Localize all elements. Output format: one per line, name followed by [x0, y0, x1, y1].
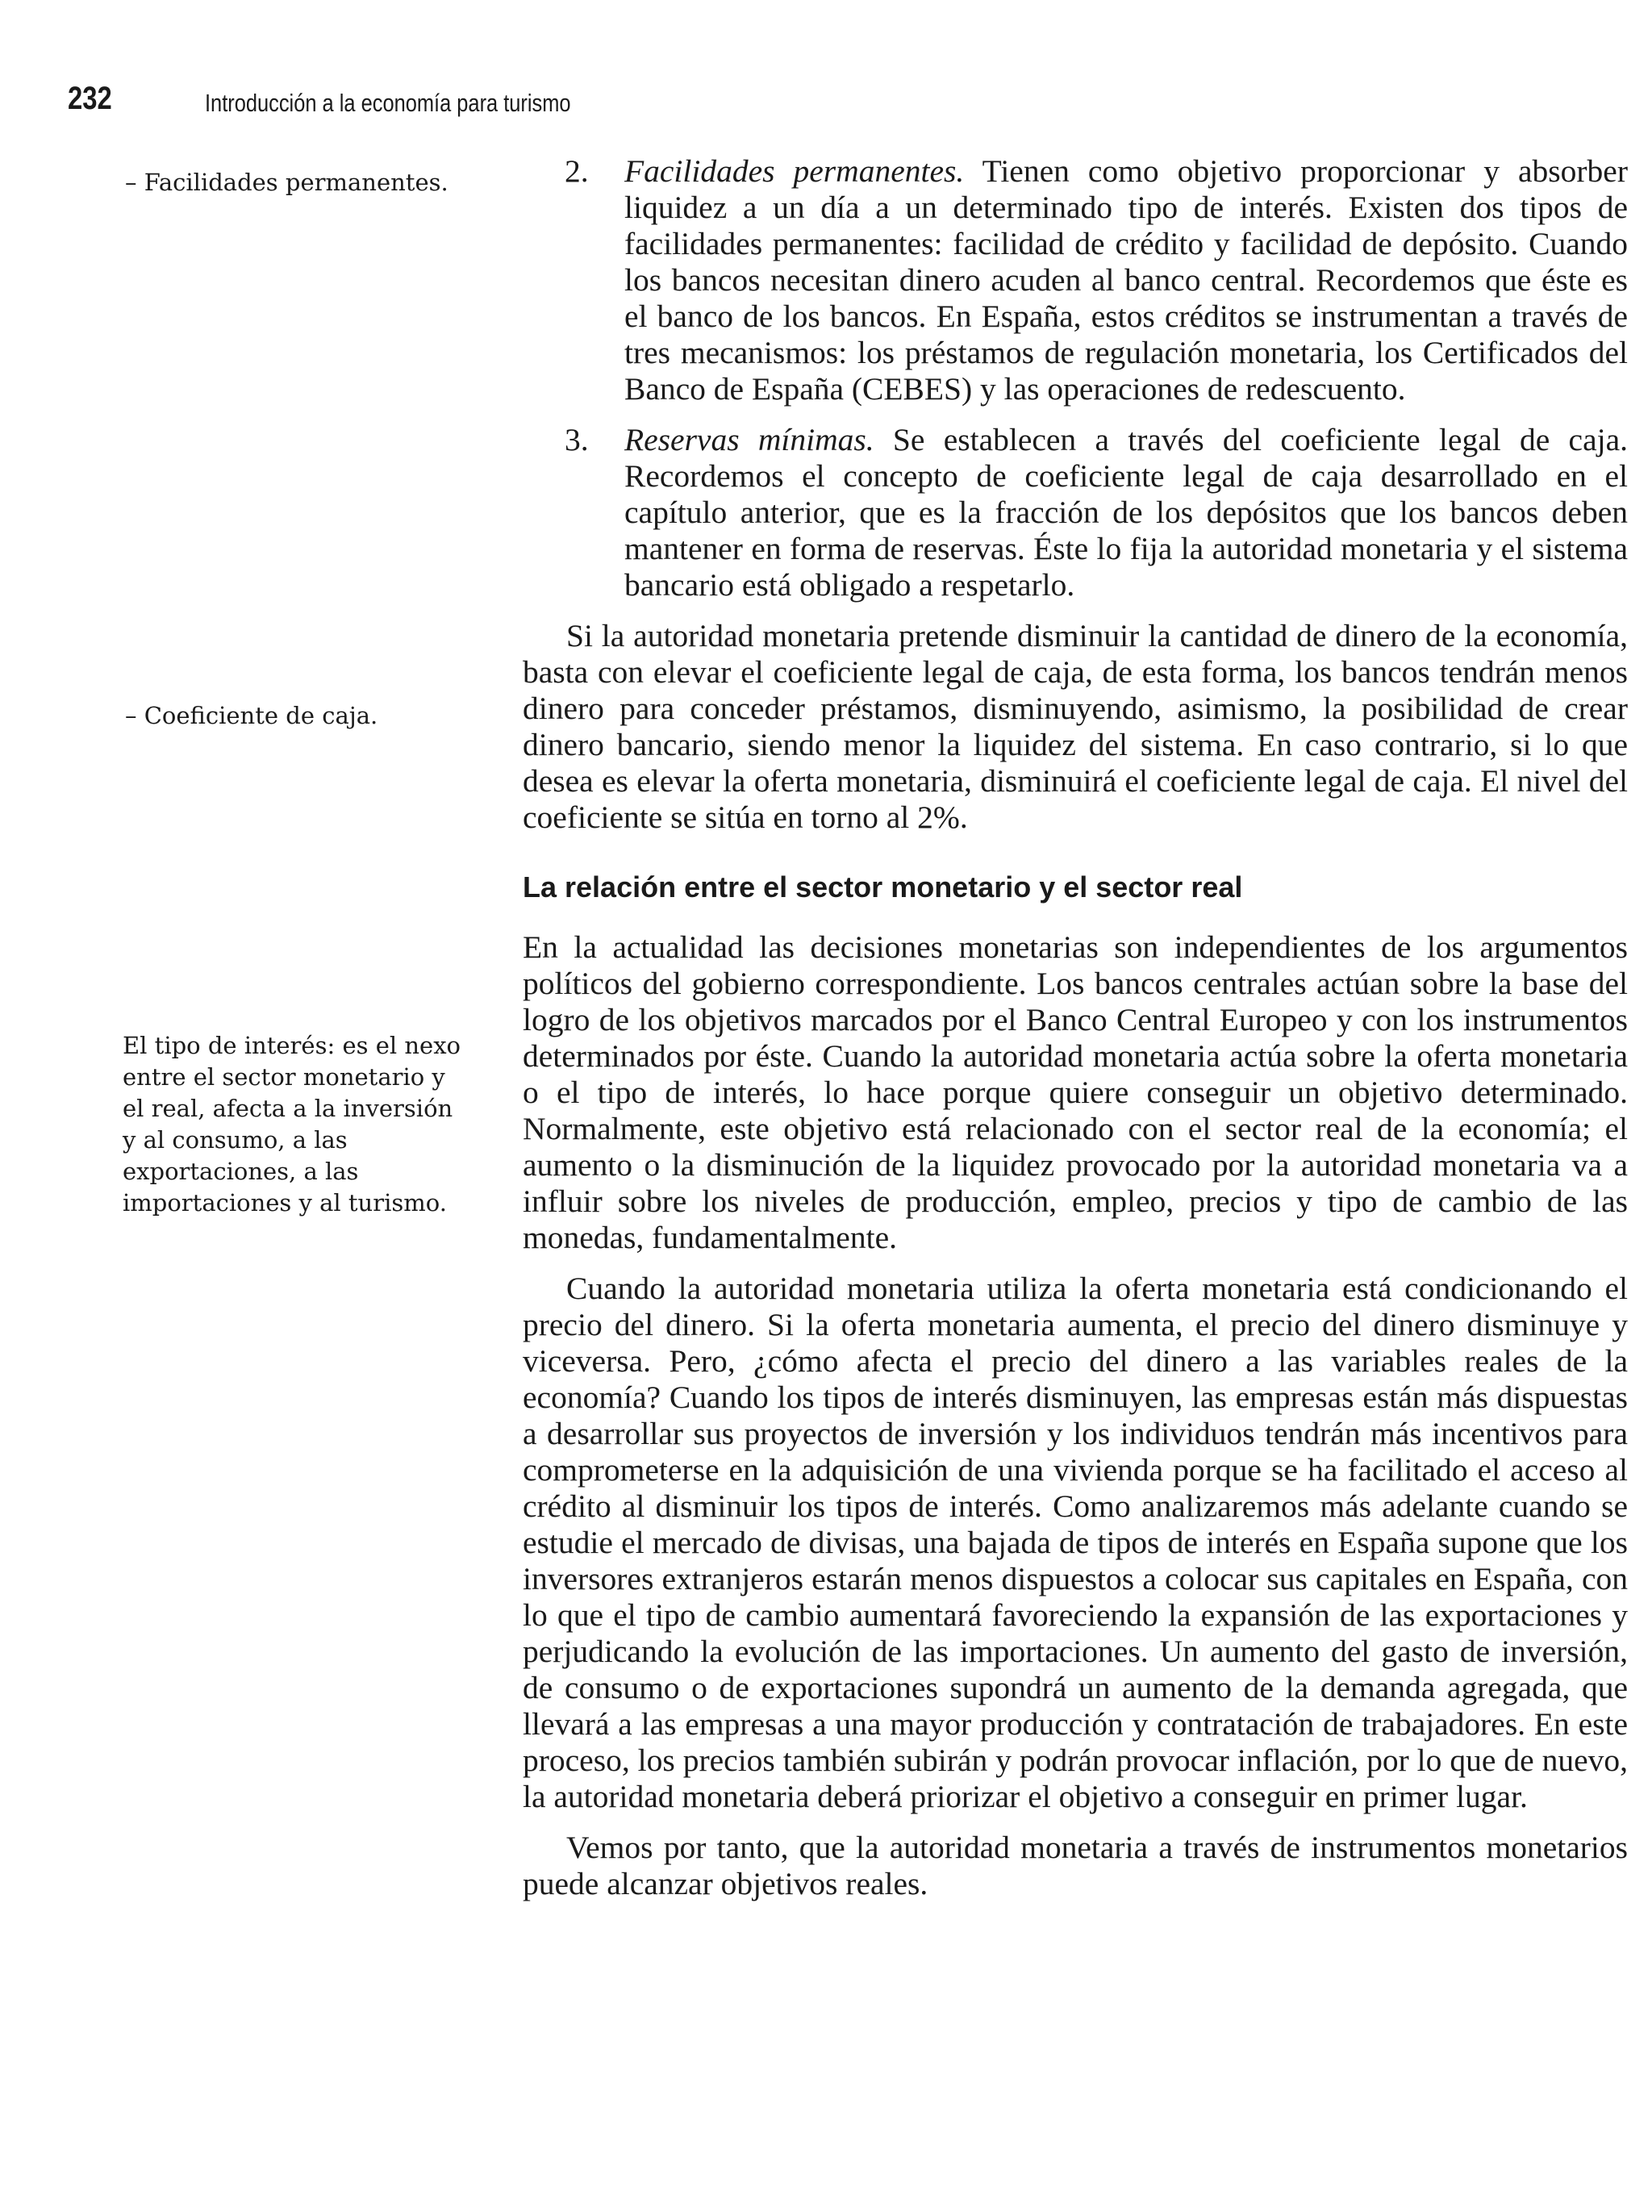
item-number: 2.: [565, 153, 589, 189]
section-paragraph: En la actualidad las decisiones monetarias son independientes de los argumentos políticos del gobierno correspondiente. Los bancos centrales actúan sobre la base del logro de los objetivos marcados por el Banco Central Europeo y con los instrumentos determinados por éste. Cuando la autoridad monetaria actúa sobre la oferta monetaria o el tipo de interés, lo hace porque quiere conseguir un objetivo determinado. Normalmente, este objetivo está relacionado con el sector real de la economía; el aumento o la disminución de la liquidez provocado por la autoridad monetaria va a influir sobre los niveles de producción, empleo, precios y tipo de cambio de las monedas, fundamentalmente.: [523, 929, 1628, 1255]
item-term: Reservas mínimas.: [624, 422, 874, 457]
section-paragraph: Vemos por tanto, que la autoridad monetaria a través de instrumentos monetarios puede alcanzar objetivos reales.: [523, 1830, 1628, 1901]
running-title: Introducción a la economía para turismo: [205, 89, 571, 117]
margin-note-coeficiente: – Coeficiente de caja.: [125, 702, 378, 729]
page-number: 232: [68, 81, 112, 116]
paragraph-coeficiente: Si la autoridad monetaria pretende disminuir la cantidad de dinero de la economía, basta con elevar el coeficiente legal de caja, de esta forma, los bancos tendrán menos dinero para conceder préstamos, disminuyendo, asimismo, la posibilidad de crear dinero bancario, siendo menor la liquidez del sistema. En caso contrario, si lo que desea es elevar la oferta monetaria, disminuirá el coeficiente legal de caja. El nivel del coeficiente se sitúa en torno al 2%.: [523, 618, 1628, 835]
section-paragraph: Cuando la autoridad monetaria utiliza la oferta monetaria está condicionando el precio del dinero. Si la oferta monetaria aumenta, el precio del dinero disminuye y viceversa. Pero, ¿cómo afecta el precio del dinero a las variables reales de la economía? Cuando los tipos de interés disminuyen, las empresas están más dispuestas a desarrollar sus proyectos de inversión y los individuos tendrán más incentivos para comprometerse en la adquisición de una vivienda porque se ha facilitado el acceso al crédito al disminuir los tipos de interés. Como analizaremos más adelante cuando se estudie el mercado de divisas, una bajada de tipos de interés en España supone que los inversores extranjeros estarán menos dispuestos a colocar sus capitales en España, con lo que el tipo de cambio aumentará favoreciendo la expansión de las exportaciones y perjudicando la evolución de las importaciones. Un aumento del gasto de inversión, de consumo o de exportaciones supondrá un aumento de la demanda agregada, que llevará a las empresas a una mayor producción y contratación de trabajadores. En este proceso, los precios también subirán y podrán provocar inflación, por lo que de nuevo, la autoridad monetaria deberá priorizar el objetivo a conseguir en primer lugar.: [523, 1271, 1628, 1814]
margin-note-facilidades: – Facilidades permanentes.: [125, 169, 448, 196]
list-item-reservas: [523, 422, 1628, 603]
margin-note-tipo-interes: El tipo de interés: es el nexo entre el sector monetario y el real, afecta a la inversión y al consumo, a las exportaciones, a las importaciones y al turismo.: [123, 1032, 461, 1217]
page-header: [68, 81, 571, 117]
item-text: Se establecen a través del coeficiente legal de caja. Recordemos el concepto de coeficiente legal de caja desarrollado en el capítulo anterior, que es la fracción de los depósitos que los bancos deben mantener en forma de reservas. Éste lo fija la autoridad monetaria y el sistema bancario está obligado a respetarlo.: [624, 422, 1628, 603]
section-heading: La relación entre el sector monetario y el sector real: [523, 870, 1243, 904]
item-term: Facilidades permanentes.: [624, 153, 965, 189]
item-text: Tienen como objetivo proporcionar y absorber liquidez a un día a un determinado tipo de interés. Existen dos tipos de facilidades permanentes: facilidad de crédito y facilidad de depósito. Cuando los bancos necesitan dinero acuden al banco central. Recordemos que éste es el banco de los bancos. En España, estos créditos se instrumentan a través de tres mecanismos: los préstamos de regulación monetaria, los Certificados del Banco de España (CEBES) y las operaciones de redescuento.: [624, 153, 1628, 407]
main-text-column: [523, 153, 1628, 1917]
item-number: 3.: [565, 422, 589, 457]
list-item-facilidades: [523, 153, 1628, 407]
